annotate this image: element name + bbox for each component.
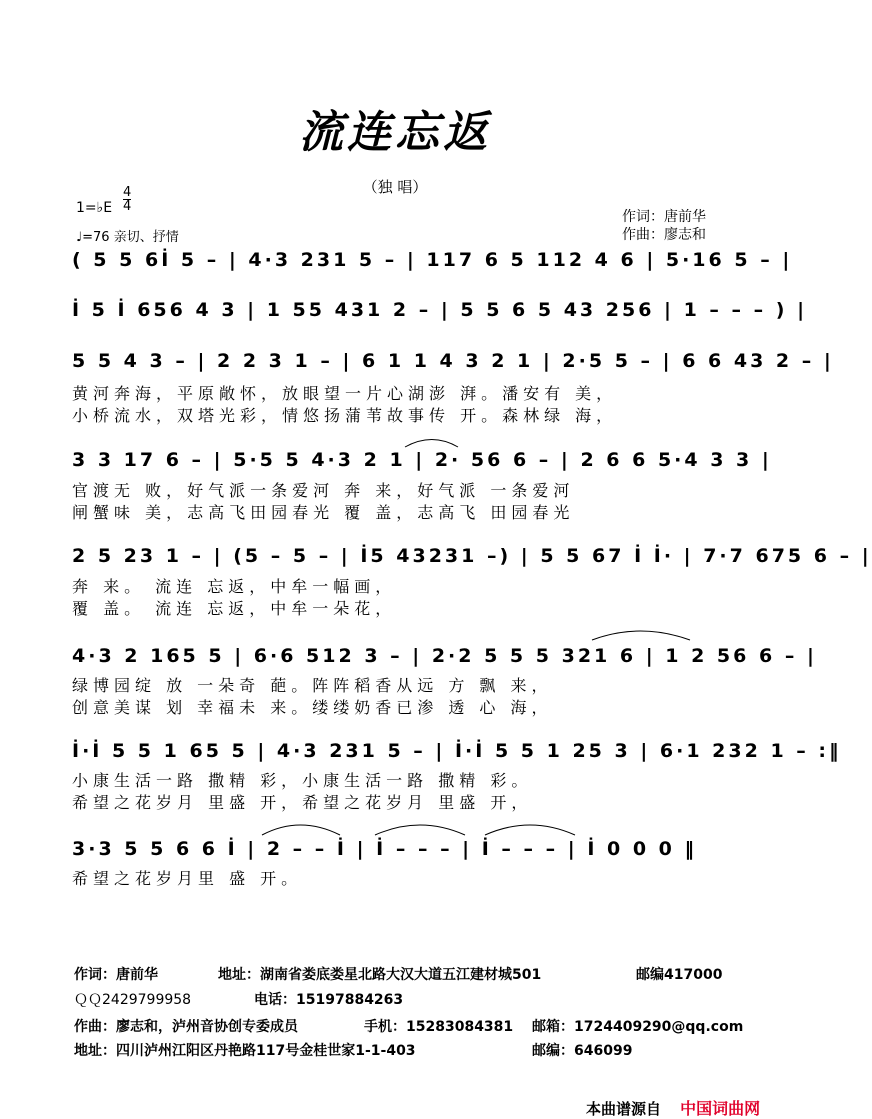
score-row-6-lyric-1: 绿博园绽 放 一朵奇 葩。阵阵稻香从远 方 飘 来，	[72, 676, 553, 695]
tempo-marking: ♩=76 亲切、抒情	[76, 230, 179, 245]
score-row-4-notes: 3 3 17 6 – | 5·5 5 4·3 2 1 | 2· 56 6 – | 2 6 6 5·4 3 3 |	[72, 449, 772, 471]
subtitle: （独 唱）	[362, 178, 428, 196]
score-row-3-notes: 5 5 4 3 – | 2 2 3 1 – | 6 1 1 4 3 2 1 | 2·5 5 – | 6 6 43 2 – |	[72, 350, 834, 372]
footer-composer: 作曲：廖志和，泸州音协创专委成员	[74, 1019, 298, 1035]
time-bottom: 4	[123, 199, 132, 214]
score-row-3-lyric-2: 小桥流水，双塔光彩，情悠扬蒲苇故事传 开。森林绿 海，	[72, 406, 618, 425]
footer-lyricist: 作词：唐前华	[74, 967, 158, 983]
score-row-4-lyric-1: 官渡无 败，好气派一条爱河 奔 来，好气派 一条爱河	[72, 481, 575, 500]
footer-zip-2: 邮编：646099	[532, 1043, 633, 1059]
footer-email: 邮箱：1724409290@qq.com	[532, 1019, 744, 1035]
slur	[405, 440, 458, 448]
score-row-2-notes: İ 5 İ 656 4 3 | 1 55 431 2 – | 5 5 6 5 43 256 | 1 – – – ) |	[72, 299, 808, 321]
footer-address-2: 地址：四川泸州江阳区丹艳路117号金桂世家1-1-403	[74, 1043, 416, 1059]
footer-phone-2: 手机：15283084381	[364, 1019, 514, 1035]
footer-zip-1: 邮编417000	[636, 967, 723, 983]
composer-credit: 作曲：廖志和	[622, 227, 706, 243]
watermark-source: 本曲谱源自	[586, 1100, 662, 1118]
footer-address-1: 地址：湖南省娄底娄星北路大汉大道五江建材城501	[218, 967, 542, 983]
watermark-site: 中国词曲网	[680, 1099, 761, 1118]
watermark	[586, 1096, 760, 1119]
score-row-7-lyric-1: 小康生活一路 撒精 彩，小康生活一路 撒精 彩。	[72, 771, 533, 790]
score-row-3-lyric-1: 黄河奔海，平原敞怀，放眼望一片心湖澎 湃。潘安有 美，	[72, 384, 618, 403]
slur	[375, 825, 465, 835]
score-row-1-notes: ( 5 5 6İ 5 – | 4·3 231 5 – | 117 6 5 112 4 6 | 5·16 5 – |	[72, 249, 793, 271]
score-row-5-notes: 2 5 23 1 – | (5 – 5 – | İ5 43231 –) | 5 5 67 İ İ· | 7·7 675 6 – |	[72, 545, 872, 567]
score-row-6-lyric-2: 创意美谋 划 幸福未 来。缕缕奶香已渗 透 心 海，	[72, 698, 553, 717]
score-row-8-lyric-1: 希望之花岁月里 盛 开。	[72, 869, 303, 888]
footer-qq: ＱＱ2429799958	[74, 992, 192, 1008]
slur	[262, 825, 340, 835]
score-row-7-notes: İ·İ 5 5 1 65 5 | 4·3 231 5 – | İ·İ 5 5 1 25 3 | 6·1 232 1 – :‖	[72, 740, 842, 762]
lyricist-credit: 作词：唐前华	[622, 209, 706, 225]
key-signature: 1=♭E	[76, 200, 113, 216]
time-top: 4	[123, 185, 132, 200]
score-row-5-lyric-2: 覆 盖。 流连 忘返，中牟一朵花，	[72, 599, 397, 618]
slur	[592, 631, 690, 640]
score-row-7-lyric-2: 希望之花岁月 里盛 开，希望之花岁月 里盛 开，	[72, 793, 533, 812]
score-row-6-notes: 4·3 2 165 5 | 6·6 512 3 – | 2·2 5 5 5 321 6 | 1 2 56 6 – |	[72, 645, 817, 667]
slur	[485, 825, 575, 835]
score-row-5-lyric-1: 奔 来。 流连 忘返，中牟一幅画，	[72, 577, 397, 596]
footer-phone-1: 电话：15197884263	[254, 992, 404, 1008]
score-row-4-lyric-2: 闸蟹味 美，志高飞田园春光 覆 盖，志高飞 田园春光	[72, 503, 575, 522]
page-title: 流连忘返	[299, 107, 491, 158]
score-row-8-notes: 3·3 5 5 6 6 İ | 2 – – İ | İ – – – | İ – – – | İ 0 0 0 ‖	[72, 838, 698, 860]
